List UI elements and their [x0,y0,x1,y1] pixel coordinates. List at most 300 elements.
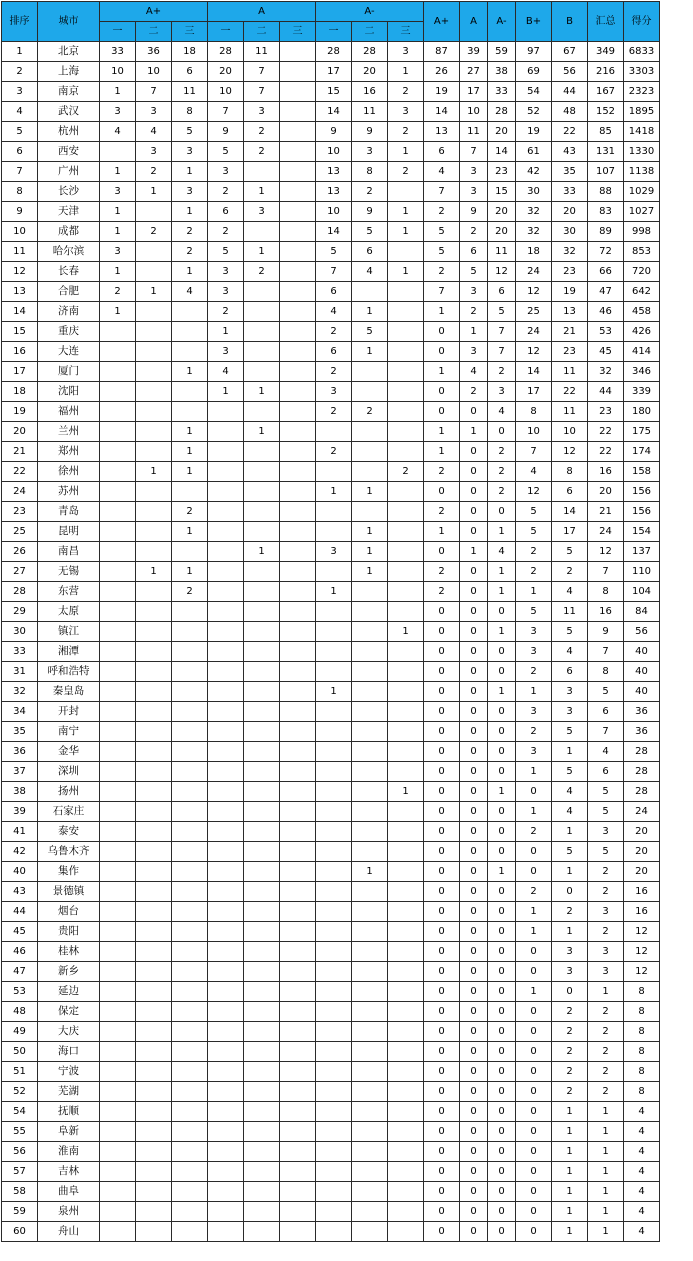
value-cell: 1 [424,422,460,442]
value-cell [280,622,316,642]
rank-cell: 54 [2,1102,38,1122]
value-cell: 5 [208,242,244,262]
value-cell: 6 [552,662,588,682]
table-row [2,662,660,682]
value-cell: 1 [172,202,208,222]
value-cell: 5 [516,502,552,522]
value-cell: 1 [552,922,588,942]
value-cell: 3 [516,742,552,762]
value-cell [244,342,280,362]
rank-cell: 19 [2,402,38,422]
rank-cell: 25 [2,522,38,542]
value-cell: 0 [424,1002,460,1022]
value-cell [316,802,352,822]
value-cell [208,482,244,502]
value-cell: 5 [172,122,208,142]
value-cell [280,1042,316,1062]
value-cell [244,622,280,642]
value-cell: 180 [624,402,660,422]
value-cell: 0 [488,1022,516,1042]
value-cell: 2 [208,182,244,202]
value-cell: 12 [516,282,552,302]
value-cell [136,322,172,342]
value-cell: 0 [488,722,516,742]
value-cell: 0 [460,902,488,922]
value-cell: 7 [244,62,280,82]
value-cell: 14 [316,222,352,242]
value-cell: 11 [552,602,588,622]
value-cell: 88 [588,182,624,202]
value-cell [136,582,172,602]
value-cell: 1 [516,922,552,942]
value-cell [352,1022,388,1042]
value-cell: 0 [460,1102,488,1122]
value-cell [100,782,136,802]
city-cell: 哈尔滨 [38,242,100,262]
value-cell: 0 [424,942,460,962]
value-cell [280,562,316,582]
value-cell: 0 [516,1102,552,1122]
city-cell: 南京 [38,82,100,102]
value-cell: 853 [624,242,660,262]
value-cell: 33 [552,182,588,202]
value-cell [208,822,244,842]
rank-cell: 56 [2,1142,38,1162]
city-cell: 上海 [38,62,100,82]
value-cell [136,1042,172,1062]
value-cell: 0 [424,1162,460,1182]
value-cell: 1 [588,1222,624,1242]
value-cell [352,462,388,482]
table-row [2,1222,660,1242]
value-cell: 0 [460,942,488,962]
value-cell: 5 [208,142,244,162]
value-cell: 0 [488,1182,516,1202]
table-row [2,1002,660,1022]
rank-cell: 10 [2,222,38,242]
value-cell: 0 [424,882,460,902]
city-cell: 芜湖 [38,1082,100,1102]
value-cell: 11 [172,82,208,102]
value-cell [352,622,388,642]
value-cell: 3 [172,142,208,162]
header-group-aminus: A- [316,2,424,22]
value-cell: 28 [316,42,352,62]
value-cell: 5 [516,602,552,622]
value-cell [100,1082,136,1102]
value-cell: 426 [624,322,660,342]
value-cell: 2 [460,382,488,402]
value-cell: 0 [552,982,588,1002]
table-row [2,422,660,442]
value-cell: 2 [136,222,172,242]
table-header [2,2,660,42]
value-cell: 5 [352,222,388,242]
value-cell: 0 [460,582,488,602]
value-cell [208,862,244,882]
value-cell [352,362,388,382]
value-cell: 3 [552,682,588,702]
value-cell [136,942,172,962]
value-cell [136,822,172,842]
value-cell: 12 [516,342,552,362]
value-cell [136,1062,172,1082]
value-cell: 7 [588,562,624,582]
value-cell: 0 [460,982,488,1002]
rank-cell: 49 [2,1022,38,1042]
rank-cell: 57 [2,1162,38,1182]
rank-cell: 33 [2,642,38,662]
value-cell: 18 [172,42,208,62]
value-cell: 6 [552,482,588,502]
table-row [2,222,660,242]
value-cell: 0 [460,762,488,782]
value-cell [388,182,424,202]
value-cell: 2 [172,502,208,522]
value-cell: 4 [488,542,516,562]
value-cell [100,442,136,462]
value-cell: 12 [624,922,660,942]
value-cell [100,822,136,842]
value-cell [316,722,352,742]
rank-cell: 36 [2,742,38,762]
value-cell: 0 [516,942,552,962]
value-cell: 1 [588,1122,624,1142]
value-cell [100,482,136,502]
value-cell [280,722,316,742]
value-cell: 0 [516,1022,552,1042]
value-cell: 1 [100,262,136,282]
value-cell: 4 [208,362,244,382]
value-cell: 1 [172,522,208,542]
value-cell: 14 [488,142,516,162]
table-row [2,1102,660,1122]
value-cell [316,882,352,902]
value-cell [388,482,424,502]
city-cell: 海口 [38,1042,100,1062]
value-cell: 4 [552,802,588,822]
value-cell [100,1102,136,1122]
value-cell: 28 [624,742,660,762]
value-cell [316,1202,352,1222]
value-cell [280,1202,316,1222]
table-row [2,882,660,902]
value-cell: 642 [624,282,660,302]
value-cell: 66 [588,262,624,282]
rank-cell: 50 [2,1042,38,1062]
value-cell: 1 [552,822,588,842]
header-row-top [2,2,660,22]
value-cell: 0 [460,722,488,742]
value-cell: 1 [588,1182,624,1202]
value-cell: 1 [208,322,244,342]
value-cell [388,702,424,722]
value-cell: 0 [424,1202,460,1222]
value-cell [136,1082,172,1102]
value-cell: 43 [552,142,588,162]
value-cell: 28 [488,102,516,122]
value-cell [244,402,280,422]
value-cell: 0 [424,322,460,342]
city-cell: 郑州 [38,442,100,462]
value-cell: 2 [172,242,208,262]
value-cell: 0 [460,842,488,862]
table-row [2,842,660,862]
value-cell: 0 [488,1142,516,1162]
value-cell: 89 [588,222,624,242]
table-row [2,862,660,882]
value-cell [316,922,352,942]
value-cell [352,1142,388,1162]
value-cell [280,802,316,822]
value-cell: 6 [172,62,208,82]
value-cell [244,942,280,962]
value-cell: 83 [588,202,624,222]
value-cell [244,1122,280,1142]
value-cell [316,1022,352,1042]
value-cell [388,522,424,542]
rank-cell: 44 [2,902,38,922]
value-cell [316,1062,352,1082]
value-cell [388,402,424,422]
value-cell [208,782,244,802]
value-cell: 0 [516,1222,552,1242]
value-cell: 17 [460,82,488,102]
value-cell: 10 [460,102,488,122]
value-cell: 4 [624,1162,660,1182]
rank-cell: 1 [2,42,38,62]
value-cell: 0 [460,442,488,462]
value-cell: 0 [488,602,516,622]
value-cell: 1 [516,682,552,702]
value-cell: 11 [244,42,280,62]
value-cell: 2 [424,562,460,582]
value-cell [280,1222,316,1242]
value-cell: 2 [352,402,388,422]
value-cell: 0 [460,462,488,482]
value-cell [388,342,424,362]
value-cell [100,702,136,722]
value-cell [388,942,424,962]
table-row [2,522,660,542]
value-cell [172,822,208,842]
table-row [2,202,660,222]
value-cell: 16 [588,462,624,482]
value-cell: 2 [552,902,588,922]
value-cell [280,302,316,322]
value-cell: 137 [624,542,660,562]
value-cell: 1 [316,482,352,502]
value-cell: 8 [588,582,624,602]
value-cell [388,562,424,582]
value-cell [172,762,208,782]
value-cell [280,382,316,402]
value-cell: 2 [516,562,552,582]
rank-cell: 6 [2,142,38,162]
value-cell: 1 [352,542,388,562]
city-cell: 宁波 [38,1062,100,1082]
value-cell: 7 [244,82,280,102]
value-cell [280,342,316,362]
value-cell [280,1082,316,1102]
value-cell: 1 [488,582,516,602]
table-row [2,322,660,342]
value-cell: 20 [624,822,660,842]
value-cell [352,282,388,302]
city-cell: 大庆 [38,1022,100,1042]
value-cell [100,602,136,622]
value-cell [100,1122,136,1142]
value-cell: 72 [588,242,624,262]
value-cell: 20 [352,62,388,82]
value-cell [136,602,172,622]
table-row [2,62,660,82]
value-cell [244,562,280,582]
value-cell [100,342,136,362]
value-cell [244,502,280,522]
value-cell: 2 [588,1062,624,1082]
value-cell: 339 [624,382,660,402]
value-cell: 0 [424,902,460,922]
value-cell [388,662,424,682]
value-cell [352,442,388,462]
value-cell: 9 [316,122,352,142]
value-cell: 1 [352,302,388,322]
value-cell: 4 [588,742,624,762]
value-cell: 1 [552,1142,588,1162]
value-cell [316,1182,352,1202]
rank-cell: 17 [2,362,38,382]
value-cell [136,482,172,502]
value-cell [136,642,172,662]
table-row [2,502,660,522]
value-cell: 20 [208,62,244,82]
value-cell: 12 [624,962,660,982]
value-cell: 0 [488,662,516,682]
header-total-bplus: B+ [516,2,552,42]
value-cell [172,642,208,662]
value-cell: 10 [316,142,352,162]
table-row [2,122,660,142]
value-cell [388,922,424,942]
value-cell: 1 [352,522,388,542]
value-cell: 0 [424,1182,460,1202]
value-cell: 8 [516,402,552,422]
value-cell: 56 [552,62,588,82]
value-cell: 154 [624,522,660,542]
value-cell [244,482,280,502]
value-cell [316,1222,352,1242]
rank-cell: 23 [2,502,38,522]
value-cell: 0 [516,782,552,802]
city-cell: 贵阳 [38,922,100,942]
value-cell [388,502,424,522]
value-cell [100,842,136,862]
table-row [2,1062,660,1082]
value-cell [100,1062,136,1082]
value-cell: 2 [552,1002,588,1022]
value-cell: 2 [316,362,352,382]
value-cell: 2 [488,482,516,502]
value-cell: 0 [488,822,516,842]
value-cell [316,902,352,922]
value-cell: 0 [460,602,488,622]
value-cell: 2 [516,662,552,682]
value-cell [280,1002,316,1022]
value-cell: 24 [516,322,552,342]
rank-cell: 13 [2,282,38,302]
value-cell: 2 [388,462,424,482]
value-cell [244,1102,280,1122]
value-cell: 44 [552,82,588,102]
value-cell: 8 [552,462,588,482]
value-cell: 1 [244,242,280,262]
value-cell: 0 [516,1122,552,1142]
value-cell [388,642,424,662]
value-cell: 9 [352,122,388,142]
value-cell [316,622,352,642]
value-cell: 6 [208,202,244,222]
value-cell: 4 [488,402,516,422]
rank-cell: 11 [2,242,38,262]
value-cell [208,1022,244,1042]
value-cell [316,1082,352,1102]
value-cell: 22 [588,422,624,442]
value-cell [208,902,244,922]
value-cell: 0 [424,1142,460,1162]
city-cell: 集作 [38,862,100,882]
value-cell [136,682,172,702]
value-cell [244,1062,280,1082]
value-cell [280,1102,316,1122]
value-cell: 14 [316,102,352,122]
header-sub-3: 三 [172,22,208,42]
value-cell: 4 [172,282,208,302]
value-cell: 0 [488,922,516,942]
value-cell [280,1142,316,1162]
value-cell [388,742,424,762]
rank-cell: 28 [2,582,38,602]
value-cell [316,462,352,482]
value-cell: 1 [244,182,280,202]
value-cell [280,62,316,82]
value-cell: 22 [552,122,588,142]
value-cell [280,1182,316,1202]
value-cell [136,722,172,742]
value-cell: 2 [516,882,552,902]
value-cell [208,1182,244,1202]
value-cell [244,1042,280,1062]
rank-cell: 34 [2,702,38,722]
value-cell: 17 [316,62,352,82]
value-cell: 0 [488,1202,516,1222]
value-cell [208,1102,244,1122]
value-cell: 11 [460,122,488,142]
value-cell [244,522,280,542]
value-cell [100,1222,136,1242]
rank-cell: 8 [2,182,38,202]
value-cell: 12 [488,262,516,282]
rank-cell: 55 [2,1122,38,1142]
value-cell: 0 [424,1222,460,1242]
value-cell [316,662,352,682]
table-row [2,162,660,182]
value-cell: 0 [424,1062,460,1082]
value-cell: 0 [488,1122,516,1142]
value-cell [280,362,316,382]
value-cell [136,442,172,462]
value-cell: 13 [424,122,460,142]
